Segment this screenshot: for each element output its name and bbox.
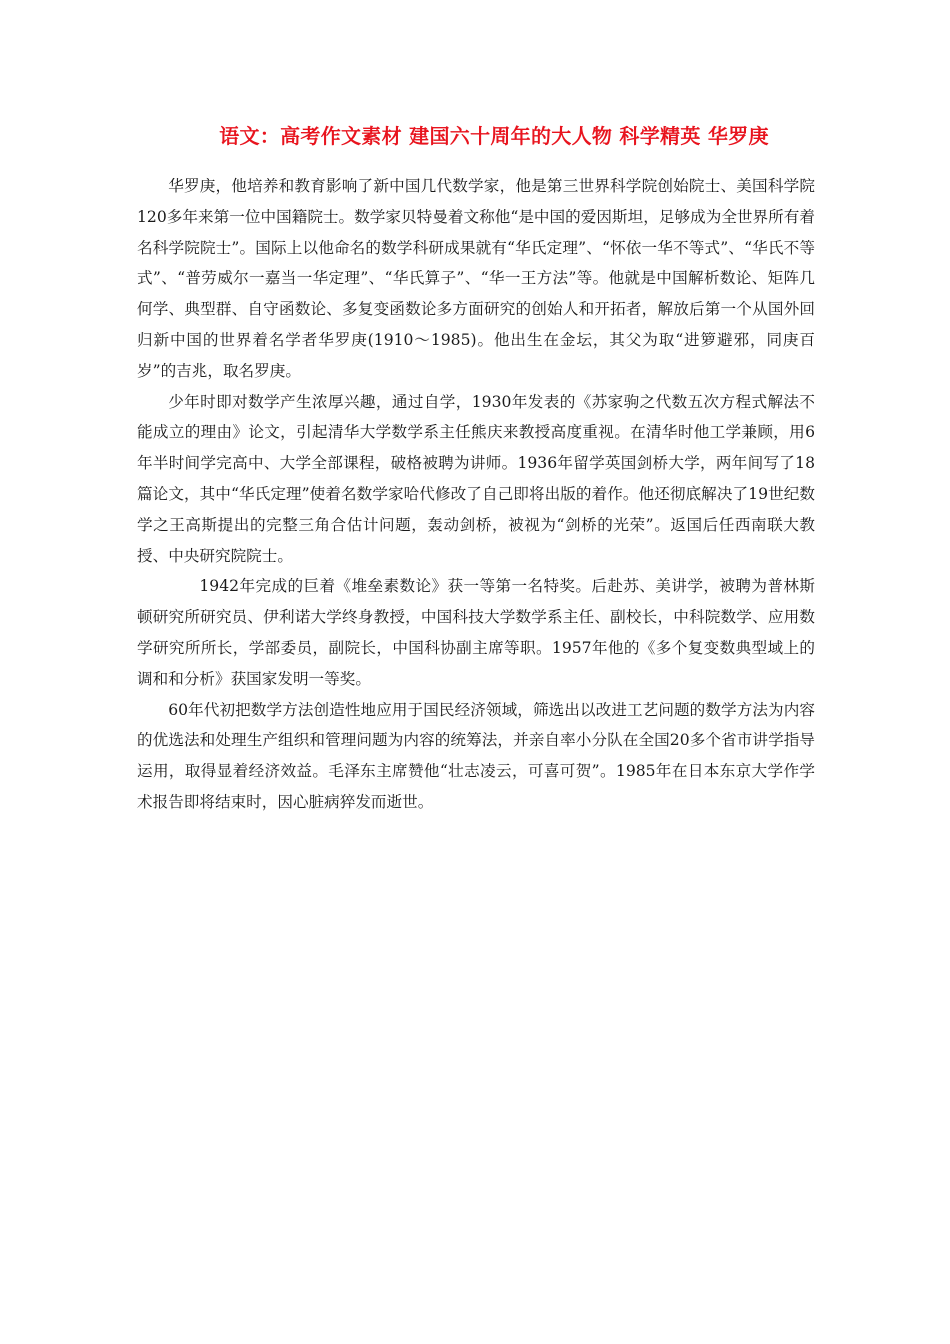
document-title: 语文：高考作文素材 建国六十周年的大人物 科学精英 华罗庚 — [219, 124, 769, 148]
paragraph-career: 1942年完成的巨着《堆垒素数论》获一等第一名特奖。后赴苏、美讲学，被聘为普林斯顿研究所研究员、伊利诺大学终身教授，中国科技大学数学系主任、副校长，中科院数学、应用数学研究所所长，学部委员，副院长，中国科协副主席等职。1957年他的《多个复变数典型域上的调和和分析》获国家发明一等奖。 — [137, 577, 815, 688]
paragraph-later-years: 60年代初把数学方法创造性地应用于国民经济领域，筛选出以改进工艺问题的数学方法为内容的优选法和处理生产组织和管理问题为内容的统筹法，并亲自率小分队在全国20多个省市讲学指导运用，取得显着经济效益。毛泽东主席赞他“壮志凌云，可喜可贺”。1985年在日本东京大学作学术报告即将结束时，因心脏病猝发而逝世。 — [137, 700, 815, 811]
paragraph-intro: 华罗庚，他培养和教育影响了新中国几代数学家，他是第三世界科学院创始院士、美国科学院120多年来第一位中国籍院士。数学家贝特曼着文称他“是中国的爱因斯坦，足够成为全世界所有着名科学院院士”。国际上以他命名的数学科研成果就有“华氏定理”、“怀依一华不等式”、“华氏不等式”、“普劳威尔一嘉当一华定理”、“华氏算子”、“华一王方法”等。他就是中国解析数论、矩阵几何学、典型群、自守函数论、多复变函数论多方面研究的创始人和开拓者，解放后第一个从国外回归新中国的世界着名学者华罗庚(1910～1985)。他出生在金坛，其父为取“进箩避邪，同庚百岁”的吉兆，取名罗庚。 — [137, 177, 815, 380]
paragraph-youth: 少年时即对数学产生浓厚兴趣，通过自学，1930年发表的《苏家驹之代数五次方程式解法不能成立的理由》论文，引起清华大学数学系主任熊庆来教授高度重视。在清华时他工学兼顾，用6年半时间学完高中、大学全部课程，破格被聘为讲师。1936年留学英国剑桥大学，两年间写了18篇论文，其中“华氏定理”使着名数学家哈代修改了自己即将出版的着作。他还彻底解决了19世纪数学之王高斯提出的完整三角合估计问题，轰动剑桥，被视为“剑桥的光荣”。返国后任西南联大教授、中央研究院院士。 — [137, 392, 815, 565]
document-body — [137, 171, 815, 818]
